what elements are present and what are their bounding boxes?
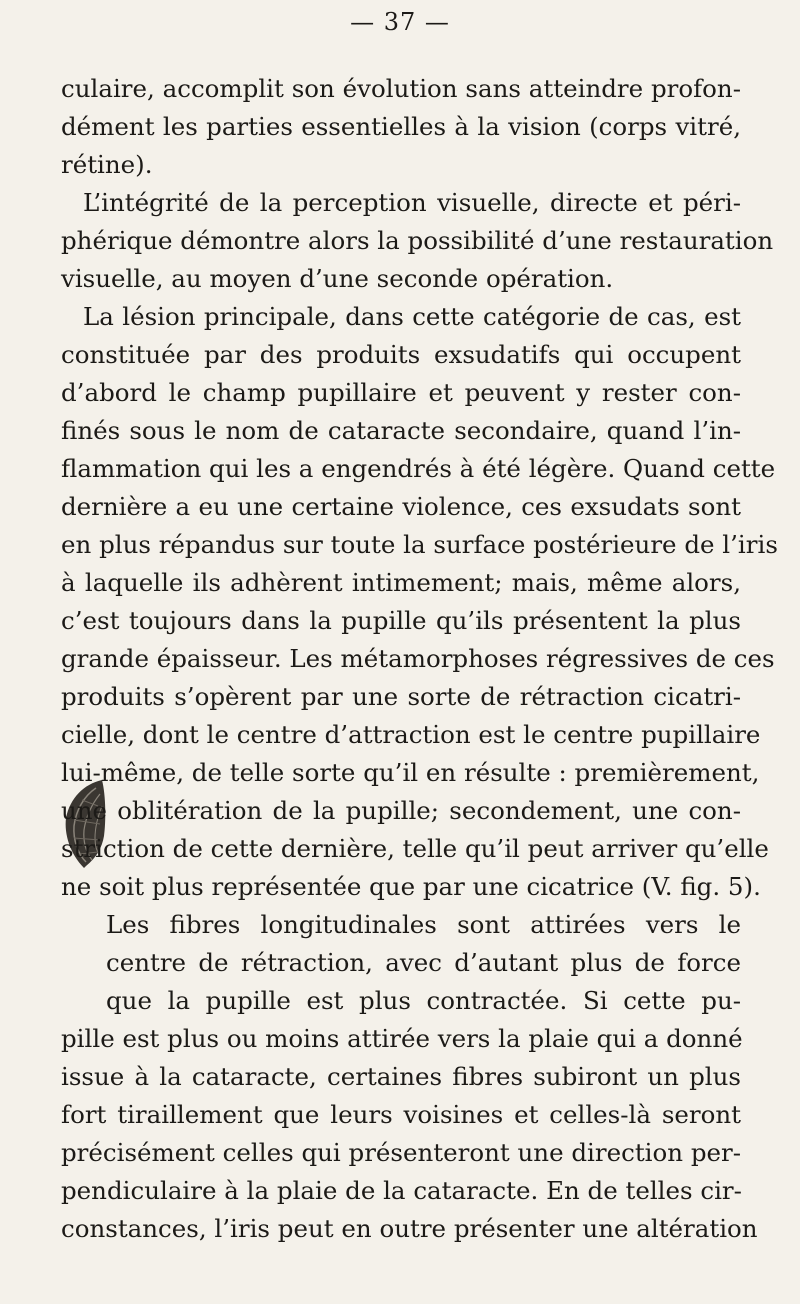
text-line: une oblitération de la pupille; secondement, une con- <box>61 796 741 825</box>
text-line: centre de rétraction, avec d’autant plus de force <box>106 948 741 977</box>
text-line: constances, l’iris peut en outre présenter une altération <box>61 1214 758 1243</box>
text-line: finés sous le nom de cataracte secondaire, quand l’in- <box>61 416 741 445</box>
page-number: — 37 — <box>350 8 450 36</box>
text-line: que la pupille est plus contractée. Si cette pu- <box>106 986 741 1015</box>
text-line: d’abord le champ pupillaire et peuvent y rester con- <box>61 378 741 407</box>
text-line: culaire, accomplit son évolution sans atteindre profon- <box>61 74 741 103</box>
text-line: visuelle, au moyen d’une seconde opération. <box>61 264 614 293</box>
text-line: fort tiraillement que leurs voisines et celles-là seront <box>61 1100 741 1129</box>
text-line: à laquelle ils adhèrent intimement; mais, même alors, <box>61 568 741 597</box>
text-line: constituée par des produits exsudatifs qui occupent <box>61 340 741 369</box>
text-line: cielle, dont le centre d’attraction est le centre pupillaire <box>61 720 761 749</box>
body-text <box>61 70 778 1248</box>
text-line: dernière a eu une certaine violence, ces exsudats sont <box>61 492 741 521</box>
text-line: c’est toujours dans la pupille qu’ils présentent la plus <box>61 606 741 635</box>
text-line: rétine). <box>61 150 153 179</box>
text-line: dément les parties essentielles à la vision (corps vitré, <box>61 112 741 141</box>
text-line: flammation qui les a engendrés à été légère. Quand cette <box>61 454 776 483</box>
text-line: produits s’opèrent par une sorte de rétraction cicatri- <box>61 682 741 711</box>
text-line: grande épaisseur. Les métamorphoses régressives de ces <box>61 644 775 673</box>
text-line: lui-même, de telle sorte qu’il en résulte : premièrement, <box>61 758 760 787</box>
text-line: L’intégrité de la perception visuelle, directe et péri- <box>83 188 741 217</box>
text-line: en plus répandus sur toute la surface postérieure de l’iris <box>61 530 778 559</box>
text-line: issue à la cataracte, certaines fibres subiront un plus <box>61 1062 741 1091</box>
text-line: phérique démontre alors la possibilité d’une restauration <box>61 226 774 255</box>
text-line: striction de cette dernière, telle qu’il peut arriver qu’elle <box>61 834 769 863</box>
text-line: La lésion principale, dans cette catégorie de cas, est <box>83 302 741 331</box>
text-line: pille est plus ou moins attirée vers la plaie qui a donné <box>61 1024 743 1053</box>
text-line: ne soit plus représentée que par une cicatrice (V. fig. 5). <box>61 872 761 901</box>
text-line: précisément celles qui présenteront une direction per- <box>61 1138 741 1167</box>
text-line: pendiculaire à la plaie de la cataracte. En de telles cir- <box>61 1176 742 1205</box>
text-line: Les fibres longitudinales sont attirées vers le <box>106 910 741 939</box>
